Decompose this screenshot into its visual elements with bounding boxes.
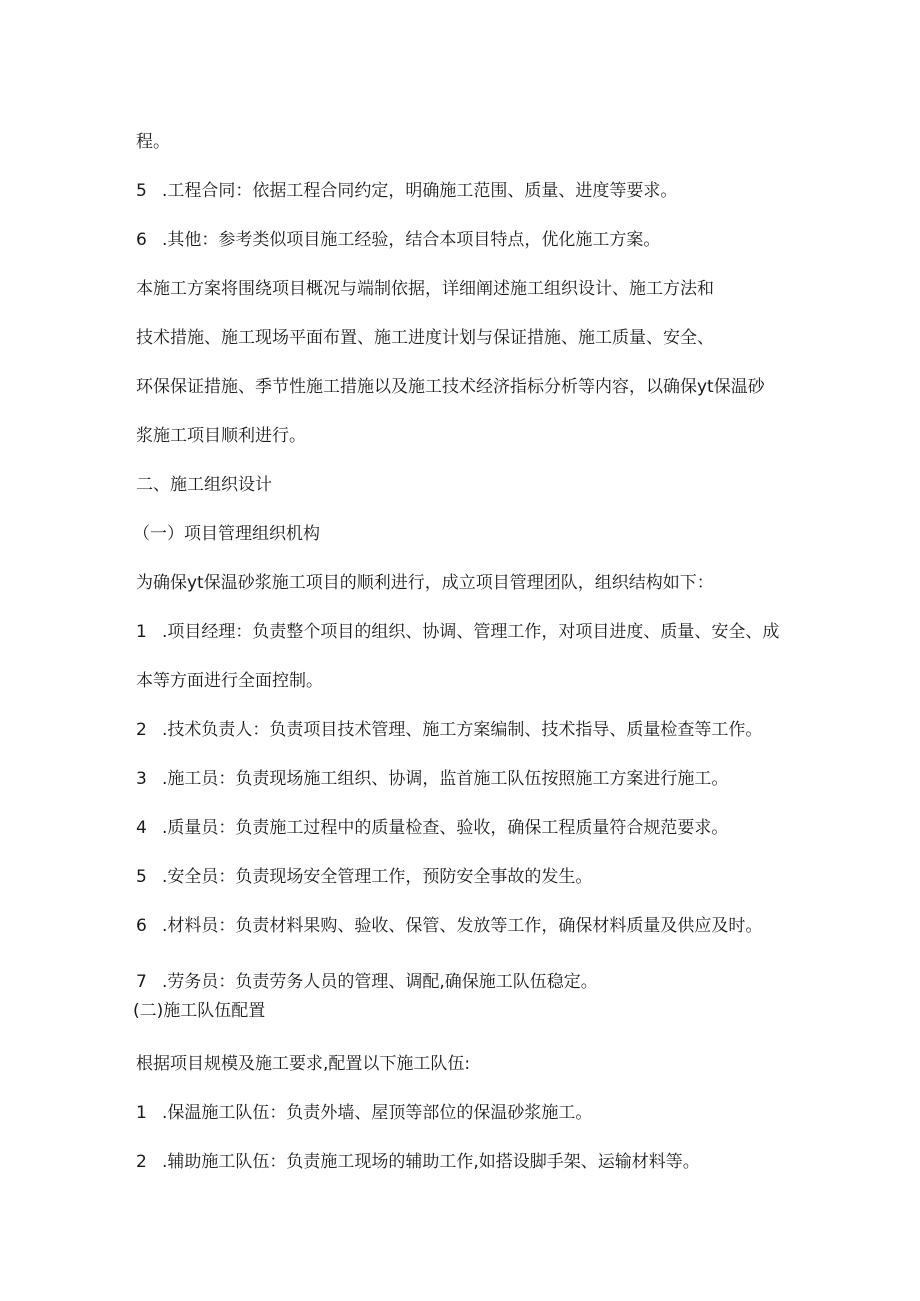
subsection-heading	[133, 523, 320, 545]
list-number: 1	[136, 1103, 147, 1123]
list-item	[136, 1151, 700, 1173]
line-text: .材料员：负责材料果购、验收、保管、发放等工作，确保材料质量及供应及时。	[162, 916, 763, 936]
line-text: .劳务员：负责劳务人员的管理、调配,确保施工队伍稳定。	[162, 972, 598, 992]
paragraph-continuation	[136, 131, 170, 153]
line-text: 为确保yt保温砂浆施工项目的顺利进行，成立项目管理团队，组织结构如下：	[136, 573, 714, 593]
list-item	[136, 180, 677, 202]
line-text: .质量员：负责施工过程中的质量检查、验收，确保工程质量符合规范要求。	[162, 818, 729, 838]
line-text: 程。	[136, 132, 170, 152]
line-text: .技术负责人：负责项目技术管理、施工方案编制、技术指导、质量检查等工作。	[162, 720, 763, 740]
list-number: 7	[136, 972, 147, 992]
line-text: .其他：参考类似项目施工经验，结合本项目特点，优化施工方案。	[162, 230, 661, 250]
list-number: 6	[136, 230, 147, 250]
line-text: (二)施工队伍配置	[133, 1001, 266, 1021]
paragraph-line	[136, 376, 765, 398]
line-text: .安全员：负责现场安全管理工作，预防安全事故的发生。	[162, 867, 593, 887]
paragraph-line	[136, 572, 714, 594]
line-text: 技术措施、施工现场平面布置、施工进度计划与保证措施、施工质量、安全、	[136, 328, 714, 348]
line-text: 环保保证措施、季节性施工措施以及施工技术经济指标分析等内容，以确保yt保温砂	[136, 377, 765, 397]
list-number: 6	[136, 916, 147, 936]
list-number: 2	[136, 1152, 147, 1172]
line-text: .施工员：负责现场施工组织、协调，监首施工队伍按照施工方案进行施工。	[162, 769, 729, 789]
section-heading	[136, 474, 272, 496]
list-number: 1	[136, 622, 147, 642]
list-item	[136, 915, 762, 937]
line-text: .保温施工队伍：负责外墙、屋顶等部位的保温砂浆施工。	[162, 1103, 593, 1123]
line-text: 本等方面进行全面控制。	[136, 671, 323, 691]
list-number: 5	[136, 867, 147, 887]
line-text: .工程合同：依据工程合同约定，明确施工范围、质量、进度等要求。	[162, 181, 678, 201]
list-number: 4	[136, 818, 147, 838]
list-number: 5	[136, 181, 147, 201]
list-item	[136, 621, 779, 643]
paragraph-continuation	[136, 670, 323, 692]
subsection-heading	[133, 1000, 265, 1022]
line-text: （一）项目管理组织机构	[133, 524, 320, 544]
list-item	[136, 866, 592, 888]
list-item	[136, 971, 598, 993]
list-item	[136, 229, 660, 251]
line-text: 根据项目规模及施工要求,配置以下施工队伍:	[136, 1054, 471, 1074]
list-item	[136, 768, 728, 790]
line-text: .辅助施工队伍：负责施工现场的辅助工作,如搭设脚手架、运输材料等。	[162, 1152, 700, 1172]
line-text: .项目经理：负责整个项目的组织、协调、管理工作，对项目进度、质量、安全、成	[162, 622, 780, 642]
paragraph-line	[136, 327, 714, 349]
list-item	[136, 719, 762, 741]
list-item	[136, 817, 728, 839]
list-number: 3	[136, 769, 147, 789]
line-text: 浆施工项目顺利进行。	[136, 426, 306, 446]
line-text: 本施工方案将围绕项目概况与端制依据，详细阐述施工组织设计、施工方法和	[136, 279, 714, 299]
paragraph-line	[136, 1053, 470, 1075]
list-item	[136, 1102, 592, 1124]
paragraph-line	[136, 425, 306, 447]
line-text: 二、施工组织设计	[136, 475, 272, 495]
list-number: 2	[136, 720, 147, 740]
paragraph-line	[136, 278, 714, 300]
